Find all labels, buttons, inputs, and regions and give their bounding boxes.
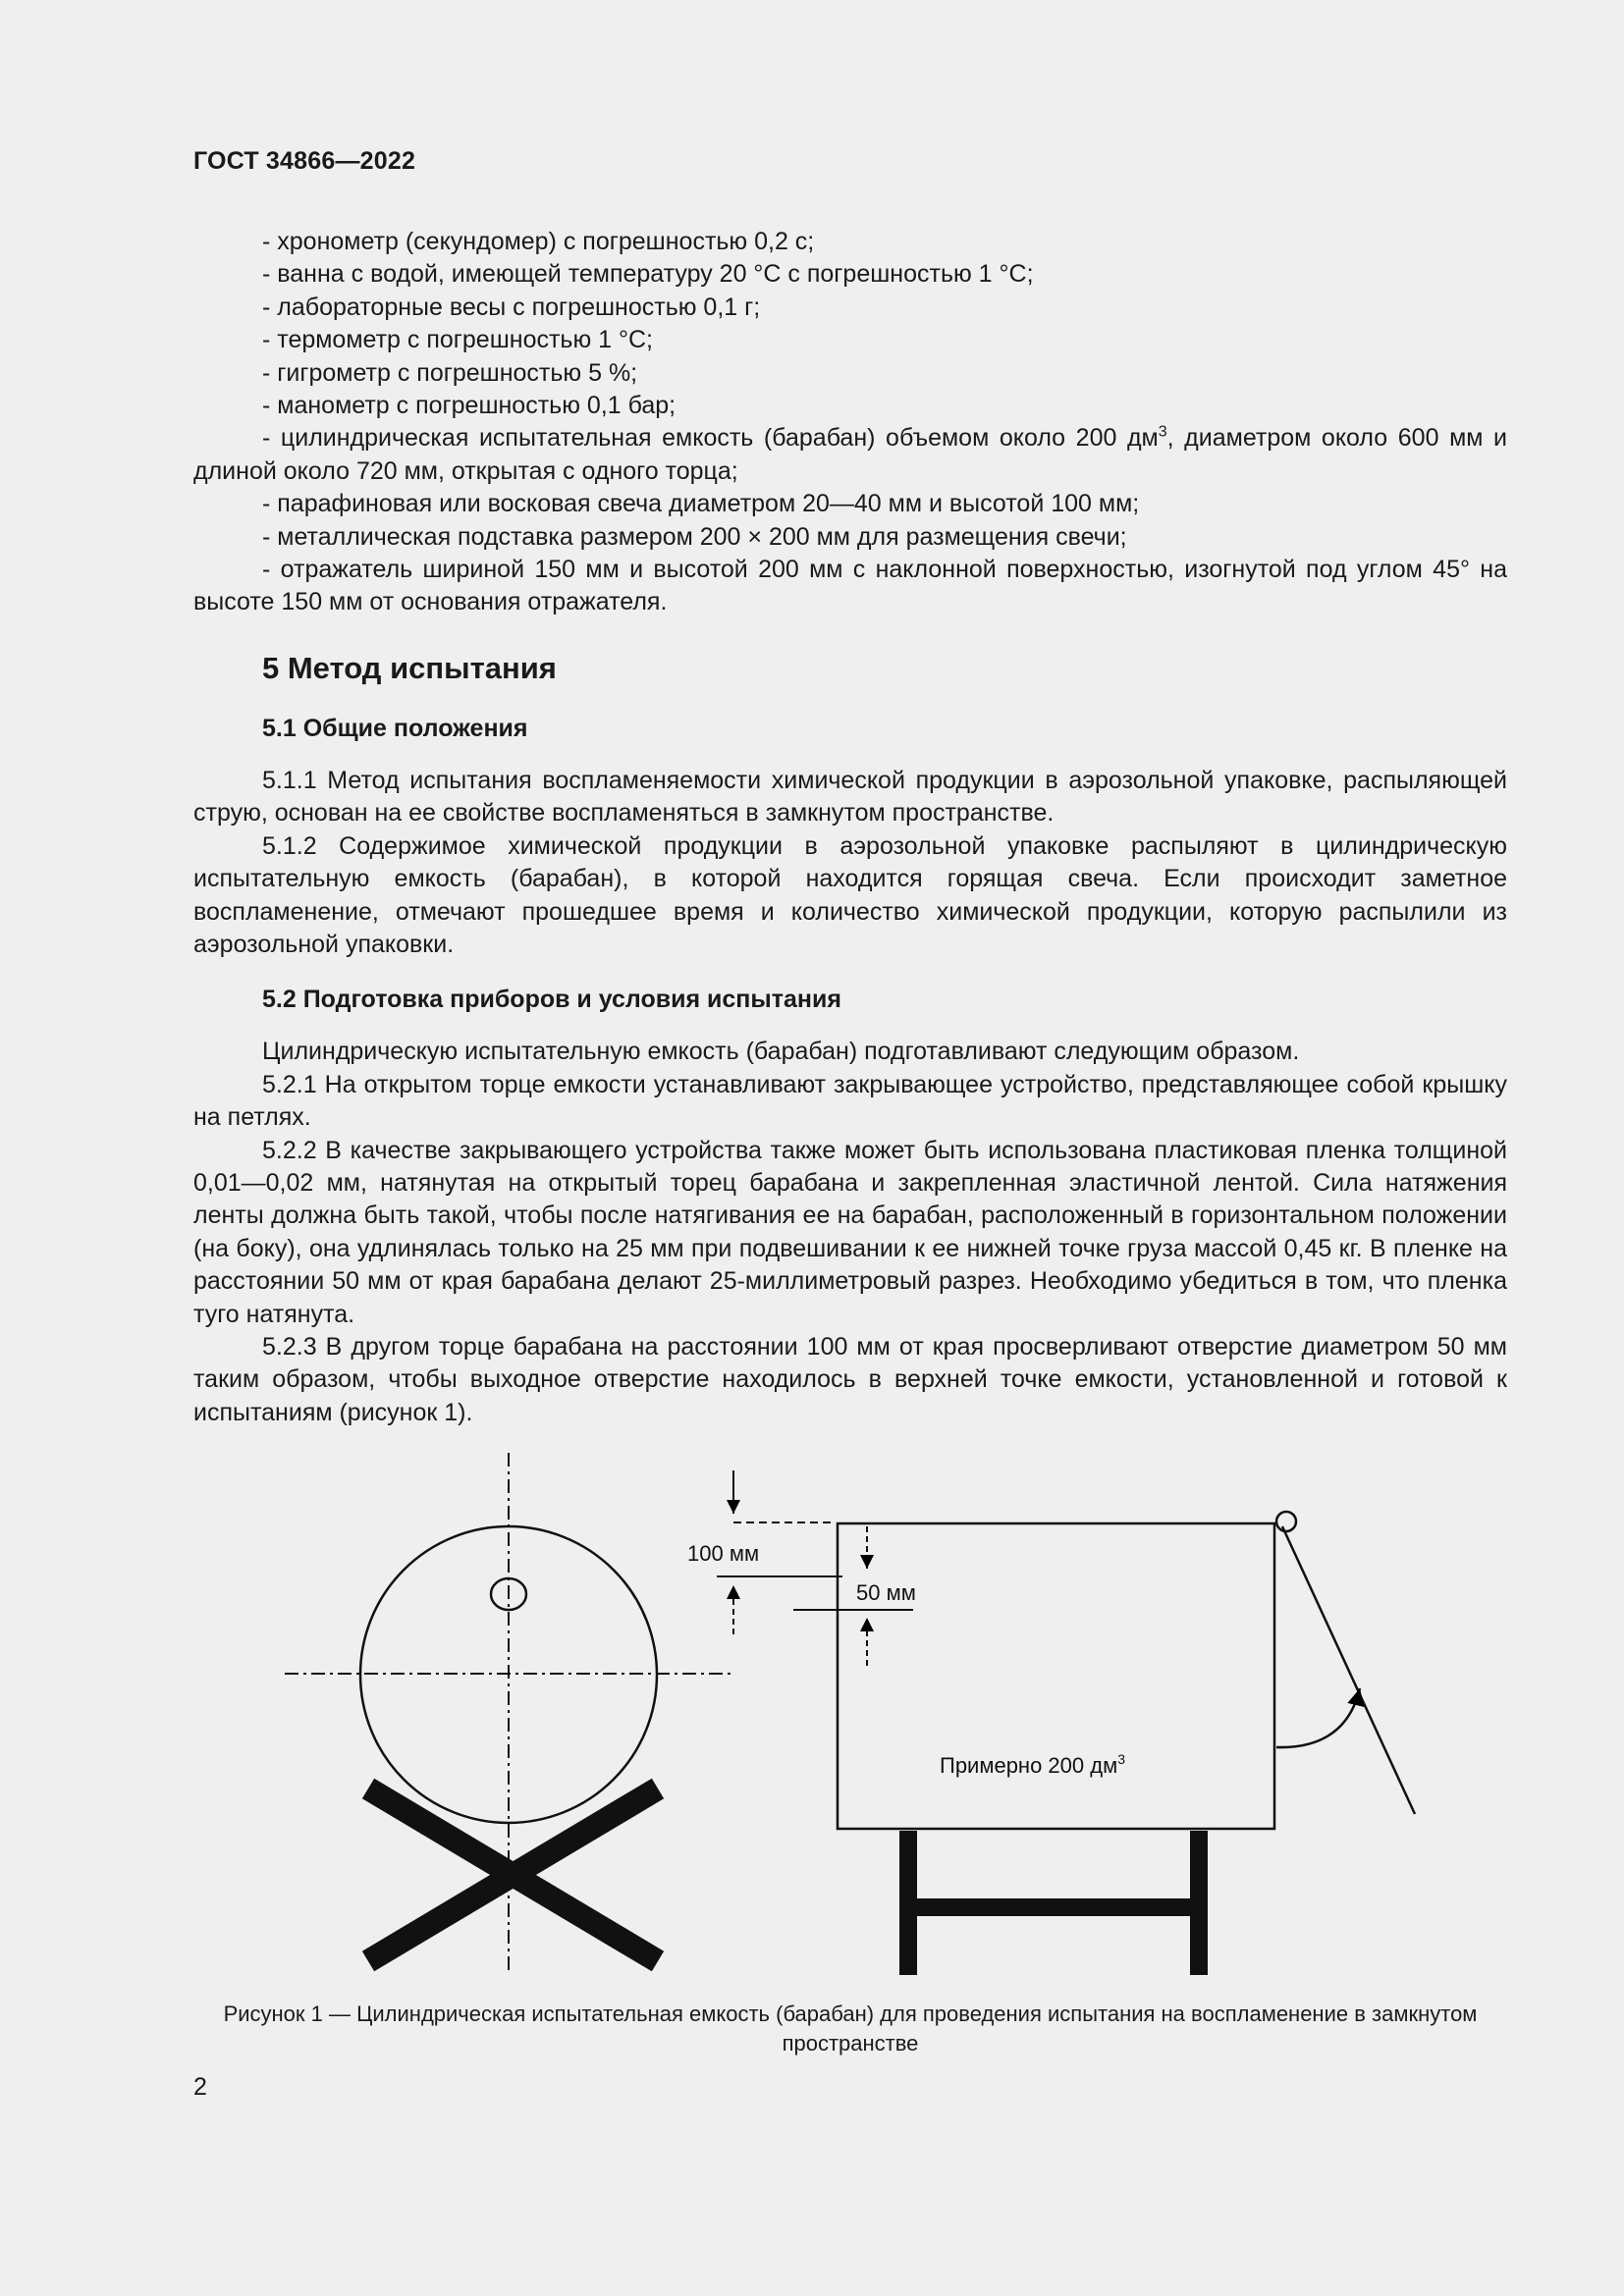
paragraph: 5.2.1 На открытом торце емкости устанавливают закрывающее устройство, представляющее собой крышку на петлях. [193, 1070, 1507, 1132]
section-title: 5 Метод испытания [262, 650, 557, 685]
list-item: - лабораторные весы с погрешностью 0,1 г; [262, 293, 761, 321]
volume-label [940, 1751, 1125, 1778]
list-item: - металлическая подставка размером 200 × 200 мм для размещения свечи; [262, 522, 1127, 551]
volume-text: Примерно 200 дм [940, 1753, 1118, 1778]
paragraph: 5.2.2 В качестве закрывающего устройства также может быть использована пластиковая пленка толщиной 0,01—0,02 мм, натянутая на открытый торец барабана и закрепленная эластичной лентой. Сила натяжения ленты должна быть такой, чтобы после натягивания ее на барабан, расположенный в горизонтальном положении (на боку), она удлинялась только на 25 мм при подвешивании к ее нижней точке груза массой 0,45 кг. В пленке на расстоянии 50 мм от края барабана делают 25-миллиметровый разрез. Необходимо убедиться в том, что пленка туго натянута. [193, 1136, 1507, 1328]
list-item: - термометр с погрешностью 1 °С; [262, 326, 653, 354]
paragraph: Цилиндрическую испытательную емкость (барабан) подготавливают следующим образом. [262, 1038, 1300, 1066]
list-item-drum [193, 422, 1507, 488]
paragraph: 5.1.2 Содержимое химической продукции в аэрозольной упаковке распыляют в цилиндрическую испытательную емкость (барабан), в которой находится горящая свеча. Если происходит заметное воспламенение, отмечают прошедшее время и количество химической продукции, которую распылили из аэрозольной упаковки. [193, 831, 1507, 958]
figure-drum-diagram [255, 1448, 1434, 1988]
document-header: ГОСТ 34866—2022 [193, 147, 416, 175]
list-item: - отражатель шириной 150 мм и высотой 200 мм с наклонной поверхностью, изогнутой под углом 45° на высоте 150 мм от основания отражателя. [193, 556, 1507, 616]
list-item: - ванна с водой, имеющей температуру 20 °С с погрешностью 1 °С; [262, 260, 1034, 289]
cross-stand [368, 1789, 658, 1961]
superscript: 3 [1158, 424, 1167, 442]
subsection-title: 5.1 Общие положения [262, 714, 528, 742]
page-number: 2 [193, 2073, 207, 2101]
list-item: - парафиновая или восковая свеча диаметром 20—40 мм и высотой 100 мм; [262, 490, 1140, 518]
drum-end-view [285, 1453, 734, 1973]
dimension-label-50: 50 мм [856, 1580, 916, 1605]
body-text [193, 226, 1507, 1429]
paragraph: 5.1.1 Метод испытания воспламеняемости химической продукции в аэрозольной упаковке, распыляющей струю, основан на ее свойстве воспламеняться в замкнутом пространстве. [193, 766, 1507, 828]
volume-superscript: 3 [1117, 1751, 1126, 1767]
drum-stand [899, 1831, 1208, 1975]
dimension-label-100: 100 мм [687, 1541, 760, 1566]
figure-caption: Рисунок 1 — Цилиндрическая испытательная емкость (барабан) для проведения испытания на воспламенение в замкнутом пространстве [223, 2002, 1478, 2056]
subsection-title: 5.2 Подготовка приборов и условия испытания [262, 986, 841, 1014]
list-item: - хронометр (секундомер) с погрешностью 0,2 с; [262, 228, 815, 255]
drum-text-rest: , диаметром около 600 мм и длиной около 720 мм, открытая с одного торца; [193, 424, 1507, 485]
list-item: - манометр с погрешностью 0,1 бар; [262, 392, 677, 420]
drum-text: - цилиндрическая испытательная емкость (барабан) объемом около 200 дм [262, 424, 1159, 453]
paragraph: 5.2.3 В другом торце барабана на расстоянии 100 мм от края просверливают отверстие диаметром 50 мм таким образом, чтобы выходное отверстие находилось в верхней точке емкости, установленной и готовой к испытаниям (рисунок 1). [193, 1332, 1507, 1426]
list-item: - гигрометр с погрешностью 5 %; [262, 358, 638, 387]
